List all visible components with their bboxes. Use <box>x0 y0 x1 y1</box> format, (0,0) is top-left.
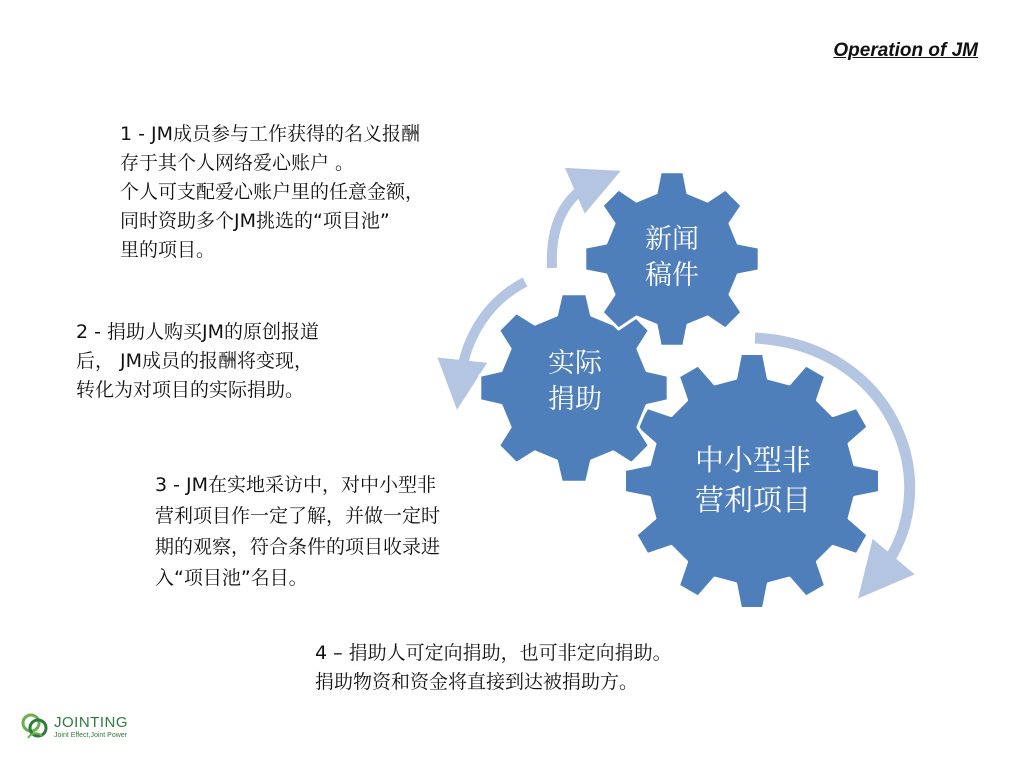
gear-news-label: 新闻 稿件 <box>645 224 699 291</box>
logo-tagline: Joint Effect,Joint Power <box>54 732 128 739</box>
step-1-text: 1 - JM成员参与工作获得的名义报酬 存于其个人网络爱心账户 。 个人可支配爱心账户里的任意金额， 同时资助多个JM挑选的“项目池” 里的项目。 <box>120 123 425 261</box>
jointing-logo <box>18 710 128 746</box>
step-2-text: 2 - 捐助人购买JM的原创报道 后， JM成员的报酬将变现， 转化为对项目的实际捐助。 <box>76 321 320 401</box>
logo-name: JOINTING <box>54 714 128 731</box>
jointing-leaf-icon <box>18 710 50 742</box>
gear-npo-label: 中小型非 营利项目 <box>694 443 811 517</box>
step-3-text: 3 - JM在实地采访中，对中小型非 营利项目作一定了解，并做一定时 期的观察，符合条件的项目收录进 入“项目池”名目。 <box>155 474 441 589</box>
step-4-text: 4 – 捐助人可定向捐助，也可非定向捐助。 捐助物资和资金将直接到达被捐助方。 <box>315 642 672 693</box>
gear-aid-label: 实际 捐助 <box>548 348 602 415</box>
slide-title: Operation of JM <box>833 40 978 61</box>
